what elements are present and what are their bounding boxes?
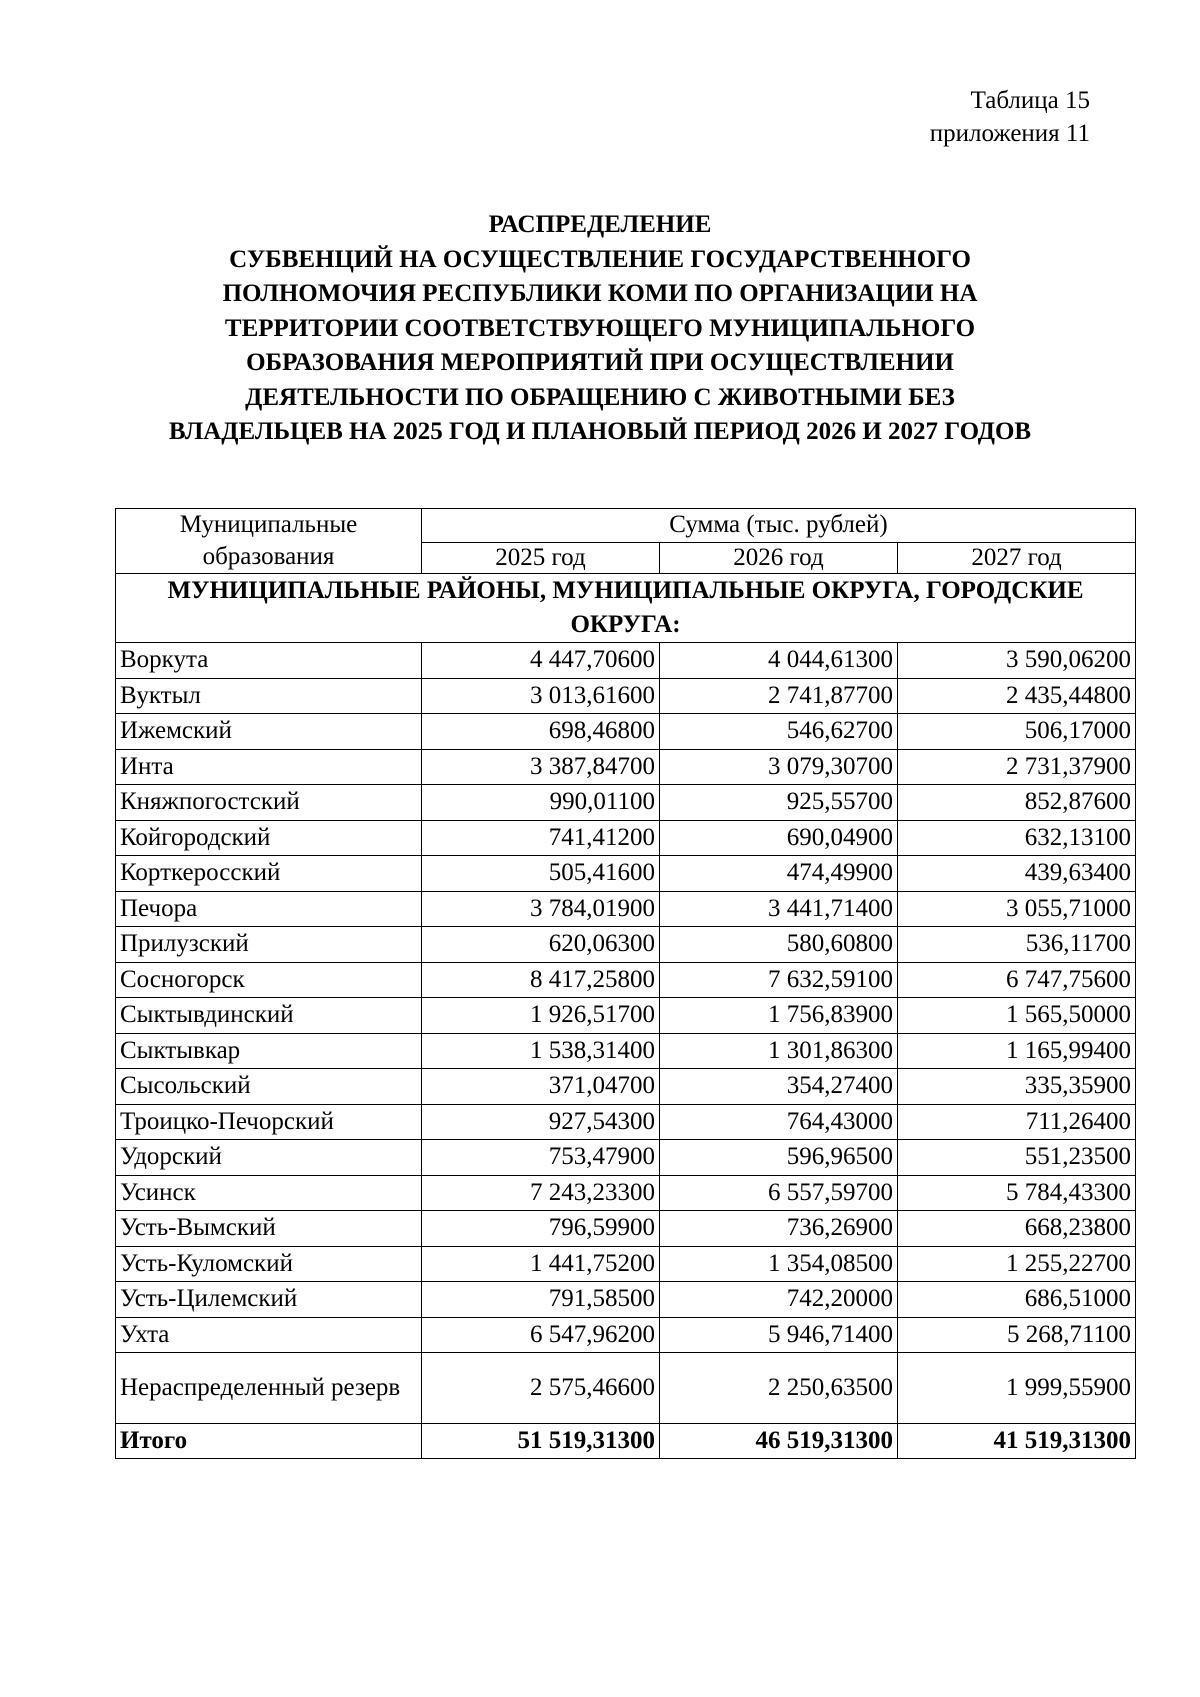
title-line: ОБРАЗОВАНИЯ МЕРОПРИЯТИЙ ПРИ ОСУЩЕСТВЛЕНИИ xyxy=(246,349,954,376)
value-2026: 580,60800 xyxy=(660,927,898,963)
value-2026: 5 946,71400 xyxy=(660,1317,898,1353)
section-heading: МУНИЦИПАЛЬНЫЕ РАЙОНЫ, МУНИЦИПАЛЬНЫЕ ОКРУГА, ГОРОДСКИЕ ОКРУГА: xyxy=(116,574,1136,643)
value-2027: 1 165,99400 xyxy=(898,1033,1136,1069)
table-row xyxy=(116,785,1136,821)
reserve-value-2026: 2 250,63500 xyxy=(660,1353,898,1424)
header-year-2027: 2027 год xyxy=(898,542,1136,573)
municipality-name: Усть-Куломский xyxy=(116,1246,422,1282)
municipality-name: Инта xyxy=(116,749,422,785)
municipality-name: Сыктывдинский xyxy=(116,998,422,1034)
table-row xyxy=(116,1104,1136,1140)
value-2027: 5 268,71100 xyxy=(898,1317,1136,1353)
municipality-name: Ижемский xyxy=(116,714,422,750)
section-row xyxy=(116,574,1136,643)
total-value-2025: 51 519,31300 xyxy=(422,1424,660,1459)
value-2025: 8 417,25800 xyxy=(422,962,660,998)
value-2027: 632,13100 xyxy=(898,820,1136,856)
municipality-name: Воркута xyxy=(116,643,422,679)
value-2026: 596,96500 xyxy=(660,1140,898,1176)
table-row xyxy=(116,1246,1136,1282)
value-2026: 3 441,71400 xyxy=(660,891,898,927)
value-2027: 711,26400 xyxy=(898,1104,1136,1140)
value-2026: 1 756,83900 xyxy=(660,998,898,1034)
value-2025: 4 447,70600 xyxy=(422,643,660,679)
subventions-table xyxy=(115,508,1136,1459)
header-row xyxy=(116,509,1136,543)
table-reference xyxy=(930,84,1090,150)
value-2025: 3 784,01900 xyxy=(422,891,660,927)
value-2025: 791,58500 xyxy=(422,1282,660,1318)
value-2027: 3 055,71000 xyxy=(898,891,1136,927)
reserve-row xyxy=(116,1353,1136,1424)
municipality-name: Ухта xyxy=(116,1317,422,1353)
value-2027: 506,17000 xyxy=(898,714,1136,750)
value-2026: 4 044,61300 xyxy=(660,643,898,679)
table-row xyxy=(116,962,1136,998)
municipality-name: Вуктыл xyxy=(116,678,422,714)
value-2025: 1 538,31400 xyxy=(422,1033,660,1069)
municipality-name: Удорский xyxy=(116,1140,422,1176)
value-2026: 546,62700 xyxy=(660,714,898,750)
table-row xyxy=(116,643,1136,679)
value-2026: 7 632,59100 xyxy=(660,962,898,998)
title-line: РАСПРЕДЕЛЕНИЕ xyxy=(488,211,712,238)
municipality-name: Княжпогостский xyxy=(116,785,422,821)
value-2027: 686,51000 xyxy=(898,1282,1136,1318)
value-2027: 668,23800 xyxy=(898,1211,1136,1247)
header-municipalities: Муниципальные образования xyxy=(116,509,422,574)
table-row xyxy=(116,891,1136,927)
value-2026: 1 354,08500 xyxy=(660,1246,898,1282)
table-row xyxy=(116,1317,1136,1353)
value-2025: 3 387,84700 xyxy=(422,749,660,785)
municipality-name: Усть-Цилемский xyxy=(116,1282,422,1318)
table-row xyxy=(116,1175,1136,1211)
municipality-name: Усть-Вымский xyxy=(116,1211,422,1247)
table-row xyxy=(116,1211,1136,1247)
municipality-name: Печора xyxy=(116,891,422,927)
municipality-name: Корткеросский xyxy=(116,856,422,892)
title-line: ТЕРРИТОРИИ СООТВЕТСТВУЮЩЕГО МУНИЦИПАЛЬНОГО xyxy=(224,314,976,342)
value-2025: 927,54300 xyxy=(422,1104,660,1140)
title-line: ВЛАДЕЛЬЦЕВ НА 2025 ГОД И ПЛАНОВЫЙ ПЕРИОД 2026 И 2027 ГОДОВ xyxy=(168,418,1032,445)
value-2025: 3 013,61600 xyxy=(422,678,660,714)
value-2026: 742,20000 xyxy=(660,1282,898,1318)
header-year-2026: 2026 год xyxy=(660,542,898,573)
value-2025: 620,06300 xyxy=(422,927,660,963)
total-row xyxy=(116,1424,1136,1459)
table-row xyxy=(116,856,1136,892)
value-2025: 505,41600 xyxy=(422,856,660,892)
header-sum: Сумма (тыс. рублей) xyxy=(422,509,1136,543)
value-2027: 551,23500 xyxy=(898,1140,1136,1176)
table-row xyxy=(116,678,1136,714)
table-row xyxy=(116,1033,1136,1069)
table-row xyxy=(116,714,1136,750)
value-2025: 6 547,96200 xyxy=(422,1317,660,1353)
value-2027: 6 747,75600 xyxy=(898,962,1136,998)
value-2026: 764,43000 xyxy=(660,1104,898,1140)
value-2027: 2 435,44800 xyxy=(898,678,1136,714)
value-2025: 741,41200 xyxy=(422,820,660,856)
table-row xyxy=(116,1069,1136,1105)
total-value-2027: 41 519,31300 xyxy=(898,1424,1136,1459)
title-line: ПОЛНОМОЧИЯ РЕСПУБЛИКИ КОМИ ПО ОРГАНИЗАЦИИ НА xyxy=(222,280,978,307)
table-row xyxy=(116,1282,1136,1318)
value-2026: 690,04900 xyxy=(660,820,898,856)
header-year-2025: 2025 год xyxy=(422,542,660,573)
value-2026: 6 557,59700 xyxy=(660,1175,898,1211)
appendix-number: приложения 11 xyxy=(929,120,1090,147)
reserve-value-2025: 2 575,46600 xyxy=(422,1353,660,1424)
municipality-name: Усинск xyxy=(116,1175,422,1211)
value-2027: 335,35900 xyxy=(898,1069,1136,1105)
value-2025: 796,59900 xyxy=(422,1211,660,1247)
value-2027: 439,63400 xyxy=(898,856,1136,892)
value-2026: 736,26900 xyxy=(660,1211,898,1247)
municipality-name: Койгородский xyxy=(116,820,422,856)
reserve-value-2027: 1 999,55900 xyxy=(898,1353,1136,1424)
table-row xyxy=(116,927,1136,963)
document-title xyxy=(100,208,1100,450)
value-2025: 7 243,23300 xyxy=(422,1175,660,1211)
table-row xyxy=(116,749,1136,785)
municipality-name: Сысольский xyxy=(116,1069,422,1105)
value-2026: 2 741,87700 xyxy=(660,678,898,714)
value-2027: 1 565,50000 xyxy=(898,998,1136,1034)
value-2026: 1 301,86300 xyxy=(660,1033,898,1069)
value-2027: 3 590,06200 xyxy=(898,643,1136,679)
value-2025: 371,04700 xyxy=(422,1069,660,1105)
value-2025: 698,46800 xyxy=(422,714,660,750)
value-2027: 536,11700 xyxy=(898,927,1136,963)
value-2027: 1 255,22700 xyxy=(898,1246,1136,1282)
value-2025: 753,47900 xyxy=(422,1140,660,1176)
value-2027: 852,87600 xyxy=(898,785,1136,821)
table-row xyxy=(116,820,1136,856)
total-value-2026: 46 519,31300 xyxy=(660,1424,898,1459)
table-row xyxy=(116,998,1136,1034)
municipality-name: Прилузский xyxy=(116,927,422,963)
value-2027: 2 731,37900 xyxy=(898,749,1136,785)
value-2026: 354,27400 xyxy=(660,1069,898,1105)
value-2025: 1 441,75200 xyxy=(422,1246,660,1282)
municipality-name: Сосногорск xyxy=(116,962,422,998)
table-number: Таблица 15 xyxy=(970,87,1090,114)
municipality-name: Троицко-Печорский xyxy=(116,1104,422,1140)
value-2026: 474,49900 xyxy=(660,856,898,892)
title-line: ДЕЯТЕЛЬНОСТИ ПО ОБРАЩЕНИЮ С ЖИВОТНЫМИ БЕЗ xyxy=(245,383,955,411)
value-2027: 5 784,43300 xyxy=(898,1175,1136,1211)
table-row xyxy=(116,1140,1136,1176)
value-2025: 990,01100 xyxy=(422,785,660,821)
value-2026: 925,55700 xyxy=(660,785,898,821)
value-2026: 3 079,30700 xyxy=(660,749,898,785)
total-label: Итого xyxy=(116,1424,422,1459)
reserve-name: Нераспределенный резерв xyxy=(116,1353,422,1424)
value-2025: 1 926,51700 xyxy=(422,998,660,1034)
municipality-name: Сыктывкар xyxy=(116,1033,422,1069)
title-line: СУБВЕНЦИЙ НА ОСУЩЕСТВЛЕНИЕ ГОСУДАРСТВЕННОГО xyxy=(229,245,971,273)
